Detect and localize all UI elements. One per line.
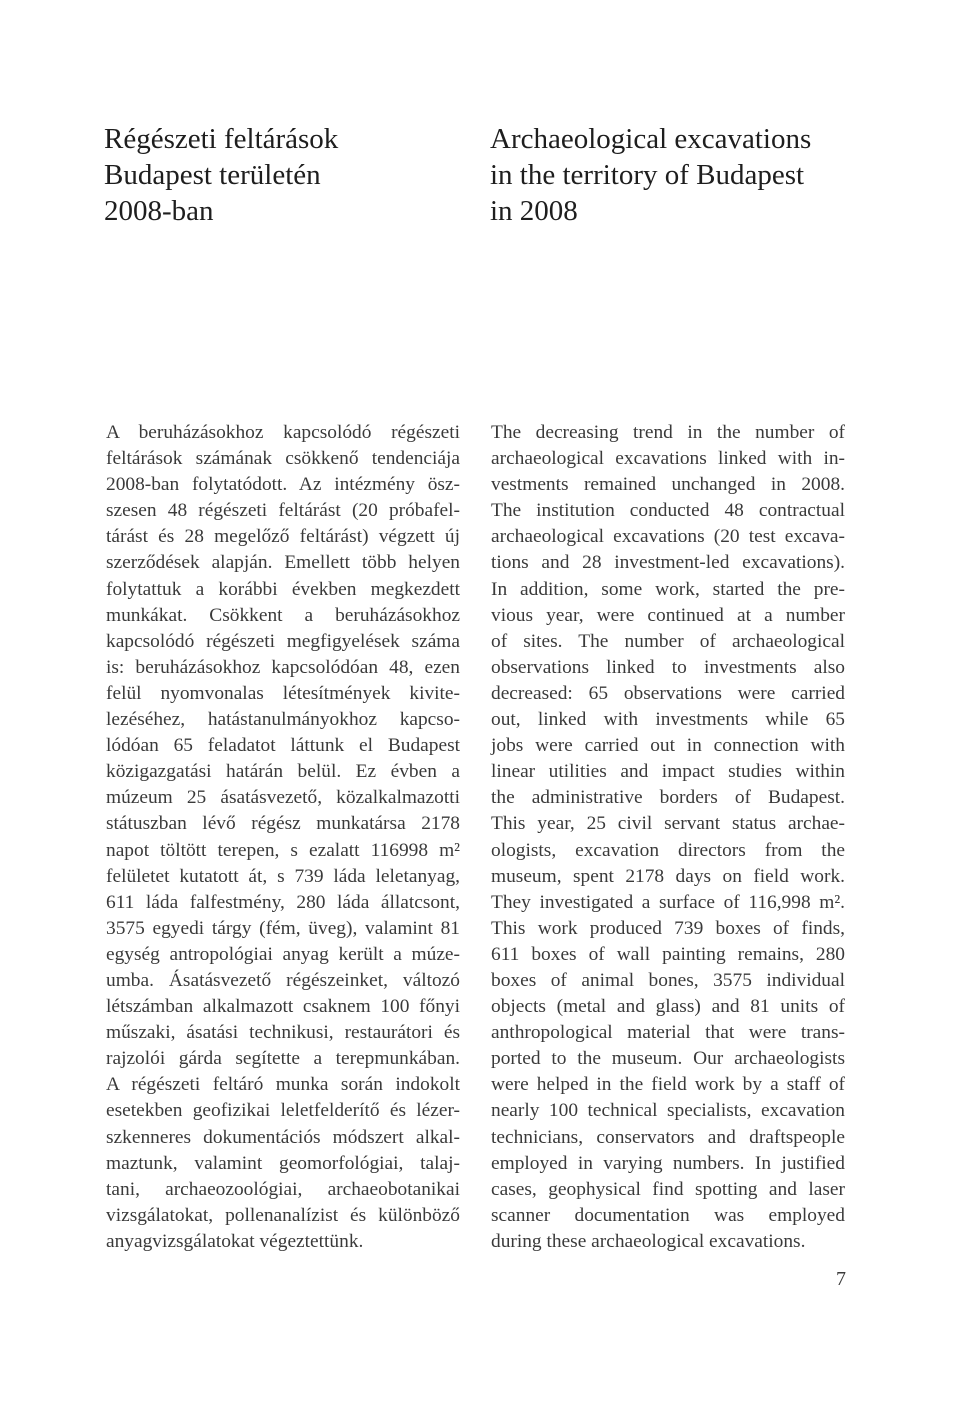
body-hu-line: szkenneres dokumentációs módszert alkal- bbox=[106, 1126, 460, 1148]
body-hu-line: 2008-ban folytatódott. Az intézmény ösz- bbox=[106, 474, 460, 496]
body-en-line: the administrative borders of Budapest. bbox=[491, 787, 845, 809]
title-en-line-3: in 2008 bbox=[490, 195, 578, 227]
body-text-english bbox=[491, 420, 845, 1255]
body-hu-line: lezéséhez, hatástanulmányokhoz kapcso- bbox=[106, 709, 460, 731]
body-hu-line: maztunk, valamint geomorfológiai, talaj- bbox=[106, 1152, 460, 1174]
page-title-english bbox=[490, 121, 870, 229]
body-hu-line: rajzolói gárda segítette a terepmunkában. bbox=[106, 1048, 460, 1070]
body-en-line: 611 boxes of wall painting remains, 280 bbox=[491, 943, 845, 965]
body-en-line: archaeological excavations linked with in- bbox=[491, 448, 845, 470]
body-en-line: ported to the museum. Our archaeologists bbox=[491, 1048, 845, 1070]
body-hu-line: anyagvizsgálatokat végeztettünk. bbox=[106, 1230, 364, 1252]
body-hu-line: is: beruházásokhoz kapcsolódóan 48, ezen bbox=[106, 656, 460, 678]
body-en-line: observations linked to investments also bbox=[491, 656, 845, 678]
body-hu-line: felületet kutatott át, s 739 láda leletanyag, bbox=[106, 865, 460, 887]
body-hu-line: feltárások számának csökkenő tendenciája bbox=[106, 448, 460, 470]
body-hu-line: A beruházásokhoz kapcsolódó régészeti bbox=[106, 422, 460, 443]
body-en-line: archaeological excavations (20 test excava- bbox=[491, 526, 845, 548]
body-text-hungarian bbox=[106, 420, 460, 1255]
title-en-line-2: in the territory of Budapest bbox=[490, 159, 805, 191]
body-hu-line: létszámban alkalmazott csaknem 100 főnyi bbox=[106, 996, 460, 1018]
body-en-line: They investigated a surface of 116,998 m². bbox=[491, 891, 845, 913]
body-en-line: of sites. The number of archaeological bbox=[491, 630, 845, 652]
body-hu-line: tani, archaeozoológiai, archaeobotanikai bbox=[106, 1178, 460, 1200]
body-hu-line: szesen 48 régészeti feltárást (20 próbafel- bbox=[106, 500, 460, 522]
page-title-hungarian bbox=[104, 121, 464, 229]
title-hu-line-2: Budapest területén bbox=[104, 159, 321, 191]
body-en-line: during these archaeological excavations. bbox=[491, 1230, 806, 1252]
body-en-line: employed in varying numbers. In justified bbox=[491, 1152, 845, 1174]
body-hu-line: esetekben geofizikai leletfelderítő és lézer- bbox=[106, 1100, 460, 1122]
body-en-line: decreased: 65 observations were carried bbox=[491, 682, 845, 704]
body-en-line: vestments remained unchanged in 2008. bbox=[491, 474, 845, 496]
body-en-line: linear utilities and impact studies within bbox=[491, 761, 845, 783]
body-hu-line: egység antropológiai anyag került a múze- bbox=[106, 943, 460, 965]
body-hu-line: 611 láda falfestmény, 280 láda állatcsont, bbox=[106, 891, 460, 913]
body-en-line: cases, geophysical find spotting and laser bbox=[491, 1178, 845, 1200]
body-en-line: were helped in the field work by a staff of bbox=[491, 1074, 845, 1096]
body-en-line: vious year, were continued at a number bbox=[491, 604, 845, 626]
body-en-line: anthropological material that were trans- bbox=[491, 1022, 845, 1044]
body-hu-line: vizsgálatokat, pollenanalízist és különböző bbox=[106, 1204, 460, 1226]
body-hu-line: tárást és 28 megelőző feltárást) végzett új bbox=[106, 526, 460, 548]
body-en-line: nearly 100 technical specialists, excavation bbox=[491, 1100, 845, 1122]
body-en-line: This work produced 739 boxes of finds, bbox=[491, 917, 845, 939]
body-en-line: jobs were carried out in connection with bbox=[491, 735, 845, 757]
body-en-line: In addition, some work, started the pre- bbox=[491, 578, 845, 600]
body-hu-line: munkákat. Csökkent a beruházásokhoz bbox=[106, 604, 460, 626]
title-en-line-1: Archaeological excavations bbox=[490, 123, 812, 155]
body-en-line: objects (metal and glass) and 81 units of bbox=[491, 996, 845, 1018]
body-en-line: tions and 28 investment-led excavations). bbox=[491, 552, 845, 574]
body-en-line: ologists, excavation directors from the bbox=[491, 839, 845, 861]
body-en-line: This year, 25 civil servant status archae- bbox=[491, 813, 845, 835]
body-hu-line: kapcsolódó régészeti megfigyelések száma bbox=[106, 630, 460, 652]
body-hu-line: napot töltött terepen, s ezalatt 116998 m² bbox=[106, 839, 460, 861]
body-hu-line: múzeum 25 ásatásvezető, közalkalmazotti bbox=[106, 787, 460, 809]
body-hu-line: státuszban lévő régész munkatársa 2178 bbox=[106, 813, 460, 835]
body-hu-line: közigazgatási határán belül. Ez évben a bbox=[106, 761, 460, 783]
body-hu-line: lódóan 65 feladatot láttunk el Budapest bbox=[106, 735, 460, 757]
body-hu-line: szerződések alapján. Emellett több helyen bbox=[106, 552, 460, 574]
body-hu-line: 3575 egyedi tárgy (fém, üveg), valamint 81 bbox=[106, 917, 460, 939]
body-en-line: scanner documentation was employed bbox=[491, 1204, 845, 1226]
body-en-line: technicians, conservators and draftspeople bbox=[491, 1126, 845, 1148]
body-hu-line: folytattuk a korábbi években megkezdett bbox=[106, 578, 460, 600]
body-hu-line: felül nyomvonalas létesítmények kivite- bbox=[106, 682, 460, 704]
body-en-line: The decreasing trend in the number of bbox=[491, 422, 845, 443]
body-hu-line: A régészeti feltáró munka során indokolt bbox=[106, 1074, 460, 1096]
title-hu-line-1: Régészeti feltárások bbox=[104, 123, 339, 155]
body-en-line: museum, spent 2178 days on field work. bbox=[491, 865, 845, 887]
page-number: 7 bbox=[836, 1268, 846, 1290]
body-en-line: boxes of animal bones, 3575 individual bbox=[491, 969, 845, 991]
body-hu-line: műszaki, ásatási technikusi, restaurátori és bbox=[106, 1022, 460, 1044]
title-hu-line-3: 2008-ban bbox=[104, 195, 214, 227]
body-en-line: The institution conducted 48 contractual bbox=[491, 500, 845, 522]
body-en-line: out, linked with investments while 65 bbox=[491, 709, 845, 731]
body-hu-line: umba. Ásatásvezető régészeinket, változó bbox=[106, 969, 460, 991]
